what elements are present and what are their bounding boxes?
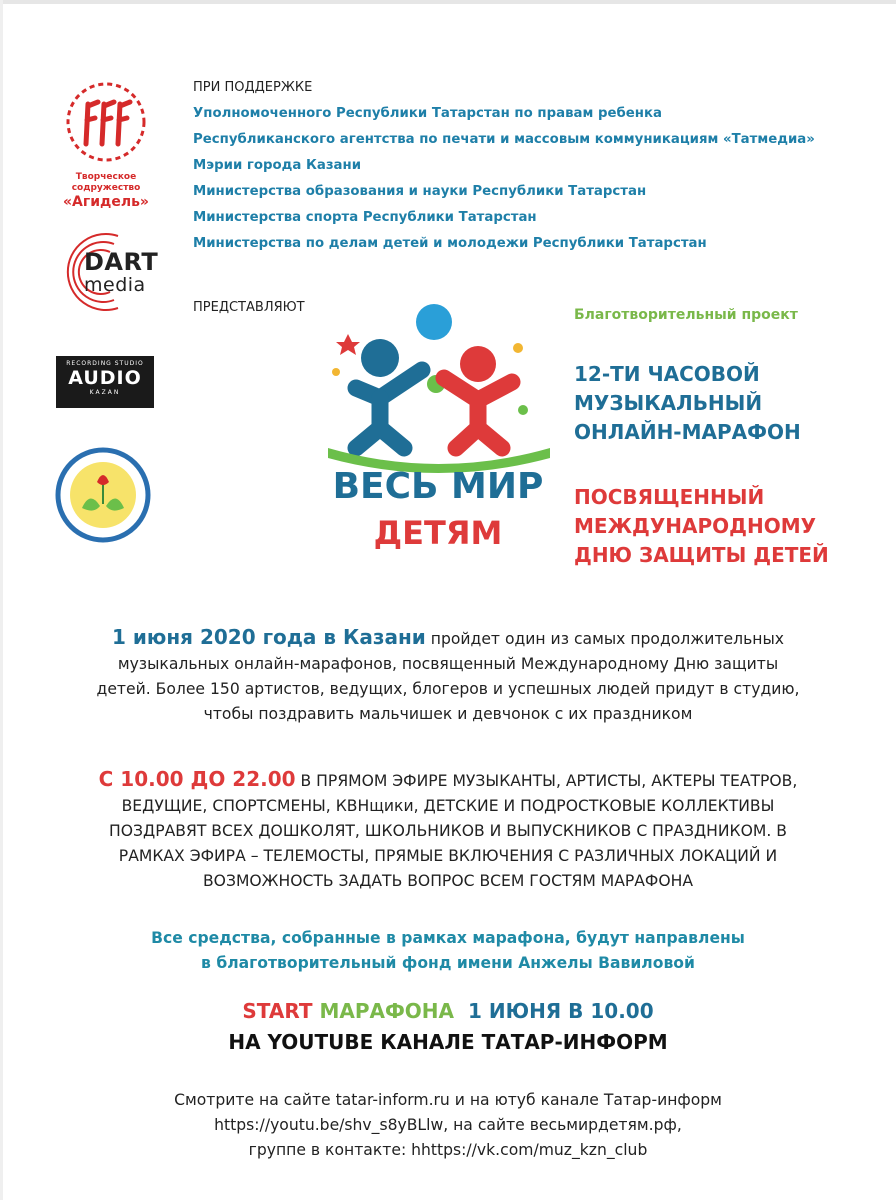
audio-logo-main: AUDIO <box>68 367 142 389</box>
agidel-logo <box>58 76 154 210</box>
footer-vk-link[interactable]: группе в контакте: hhttps://vk.com/muz_kzn_club <box>248 1141 648 1159</box>
intro-line: музыкальных онлайн-марафонов, посвященный Международному Дню защиты <box>117 655 779 673</box>
agidel-caption <box>58 172 154 210</box>
funds-note <box>80 926 816 976</box>
support-item: Министерства по делам детей и молодежи Республики Татарстан <box>193 236 707 251</box>
agidel-caption-line1: Творческое содружество <box>71 172 141 193</box>
project-logo <box>318 298 558 578</box>
marathon-title <box>574 360 801 447</box>
vavilova-fund-logo <box>54 446 152 544</box>
dedication-line: МЕЖДУНАРОДНОМУ <box>574 514 817 538</box>
support-item: Министерства образования и науки Республики Татарстан <box>193 184 647 199</box>
schedule-line: ПОЗДРАВЯТ ВСЕХ ДОШКОЛЯТ, ШКОЛЬНИКОВ И ВЫПУСКНИКОВ С ПРАЗДНИКОМ. В <box>109 822 787 840</box>
audio-studio-logo <box>56 356 154 408</box>
present-label: ПРЕДСТАВЛЯЮТ <box>193 300 305 315</box>
funds-line: в благотворительный фонд имени Анжелы Вавиловой <box>201 954 695 972</box>
youtube-channel-title: НА YOUTUBE КАНАЛЕ ТАТАР-ИНФОРМ <box>228 1030 668 1054</box>
fund-arc-text <box>54 446 152 544</box>
charity-label: Благотворительный проект <box>574 307 798 323</box>
dart-logo-line2: media <box>84 274 146 296</box>
intro-paragraph <box>50 625 846 727</box>
dedication-line: ПОСВЯЩЕННЫЙ <box>574 485 765 509</box>
marathon-title-line: ОНЛАЙН-МАРАФОН <box>574 420 801 444</box>
schedule-paragraph <box>50 767 846 894</box>
support-list <box>193 101 815 257</box>
audio-logo-bottom: KAZAN <box>89 389 121 396</box>
intro-line: пройдет один из самых продолжительных <box>430 630 785 648</box>
intro-highlight: 1 июня 2020 года в Казани <box>111 625 426 649</box>
dedication-title <box>574 483 829 570</box>
schedule-highlight: С 10.00 ДО 22.00 <box>98 767 296 791</box>
start-word: START <box>242 999 313 1023</box>
start-announcement <box>0 996 896 1026</box>
footer-links <box>0 1088 896 1163</box>
children-figures-icon <box>318 298 558 478</box>
dart-logo-line1: DART <box>84 248 159 276</box>
agidel-emblem-icon <box>58 76 154 168</box>
funds-line: Все средства, собранные в рамках марафона, будут направлены <box>151 929 745 947</box>
start-date: 1 ИЮНЯ В 10.00 <box>467 999 654 1023</box>
schedule-line: ВЕДУЩИЕ, СПОРТСМЕНЫ, КВНщики, ДЕТСКИЕ И ПОДРОСТКОВЫЕ КОЛЛЕКТИВЫ <box>121 797 775 815</box>
support-item: Республиканского агентства по печати и массовым коммуникациям «Татмедиа» <box>193 132 815 147</box>
dedication-line: ДНЮ ЗАЩИТЫ ДЕТЕЙ <box>574 543 829 567</box>
support-item: Уполномоченного Республики Татарстан по правам ребенка <box>193 106 662 121</box>
footer-youtube-link[interactable]: https://youtu.be/shv_s8yBLlw, на сайте весьмирдетям.рф, <box>214 1116 682 1134</box>
footer-line: Смотрите на сайте tatar-inform.ru и на ютуб канале Татар-информ <box>174 1091 722 1109</box>
schedule-line: РАМКАХ ЭФИРА – ТЕЛЕМОСТЫ, ПРЯМЫЕ ВКЛЮЧЕНИЯ С РАЗЛИЧНЫХ ЛОКАЦИЙ И <box>118 847 778 865</box>
marathon-title-line: МУЗЫКАЛЬНЫЙ <box>574 391 763 415</box>
schedule-line: ВОЗМОЖНОСТЬ ЗАДАТЬ ВОПРОС ВСЕМ ГОСТЯМ МАРАФОНА <box>202 872 694 890</box>
project-logo-line1: ВЕСЬ МИР <box>332 466 544 507</box>
project-logo-line2: ДЕТЯМ <box>373 514 503 552</box>
start-marathon-word: МАРАФОНА <box>319 999 455 1023</box>
audio-logo-top: RECORDING STUDIO <box>66 360 144 367</box>
intro-line: детей. Более 150 артистов, ведущих, блогеров и успешных людей придут в студию, <box>96 680 800 698</box>
marathon-title-line: 12-ТИ ЧАСОВОЙ <box>574 362 760 386</box>
schedule-line: В ПРЯМОМ ЭФИРЕ МУЗЫКАНТЫ, АРТИСТЫ, АКТЕРЫ ТЕАТРОВ, <box>300 772 798 790</box>
agidel-caption-line2: «Агидель» <box>63 194 149 210</box>
dart-media-logo <box>58 224 159 320</box>
support-item: Мэрии города Казани <box>193 158 362 173</box>
support-item: Министерства спорта Республики Татарстан <box>193 210 537 225</box>
support-label: ПРИ ПОДДЕРЖКЕ <box>193 80 313 95</box>
intro-line: чтобы поздравить мальчишек и девчонок с их праздником <box>203 705 693 723</box>
page-top-border <box>0 0 896 4</box>
